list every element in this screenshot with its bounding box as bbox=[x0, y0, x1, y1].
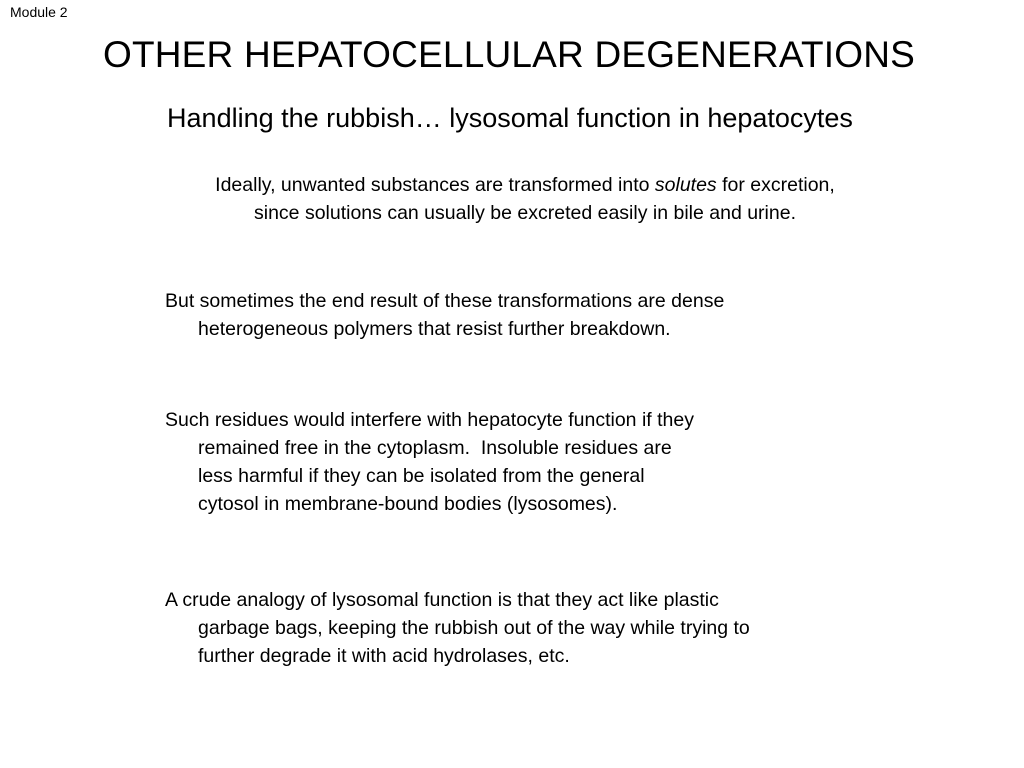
paragraph-line: Such residues would interfere with hepatocyte function if they bbox=[165, 409, 694, 431]
text-run: Ideally, unwanted substances are transformed into bbox=[215, 174, 655, 196]
emphasized-term: solutes bbox=[654, 174, 717, 196]
module-label: Module 2 bbox=[10, 4, 68, 20]
slide-subtitle: Handling the rubbish… lysosomal function in hepatocytes bbox=[167, 103, 853, 133]
paragraph-line: less harmful if they can be isolated from the general bbox=[198, 465, 645, 487]
paragraph-line: But sometimes the end result of these transformations are dense bbox=[165, 290, 725, 312]
paragraph-line: garbage bags, keeping the rubbish out of the way while trying to bbox=[198, 617, 750, 639]
paragraph-polymers bbox=[165, 287, 724, 343]
text-run: for excretion, bbox=[716, 174, 835, 196]
paragraph-line bbox=[120, 171, 930, 199]
paragraph-line: cytosol in membrane-bound bodies (lysosomes). bbox=[198, 493, 618, 515]
paragraph-line: since solutions can usually be excreted easily in bile and urine. bbox=[254, 202, 796, 224]
paragraph-line: further degrade it with acid hydrolases, etc. bbox=[198, 645, 570, 667]
paragraph-residues bbox=[165, 406, 694, 518]
paragraph-analogy bbox=[165, 586, 750, 670]
paragraph-line: remained free in the cytoplasm. Insoluble residues are bbox=[198, 437, 672, 459]
paragraph-excretion bbox=[120, 171, 930, 227]
paragraph-line: A crude analogy of lysosomal function is that they act like plastic bbox=[165, 589, 719, 611]
slide-title: OTHER HEPATOCELLULAR DEGENERATIONS bbox=[102, 34, 916, 75]
paragraph-line: heterogeneous polymers that resist further breakdown. bbox=[198, 318, 671, 340]
